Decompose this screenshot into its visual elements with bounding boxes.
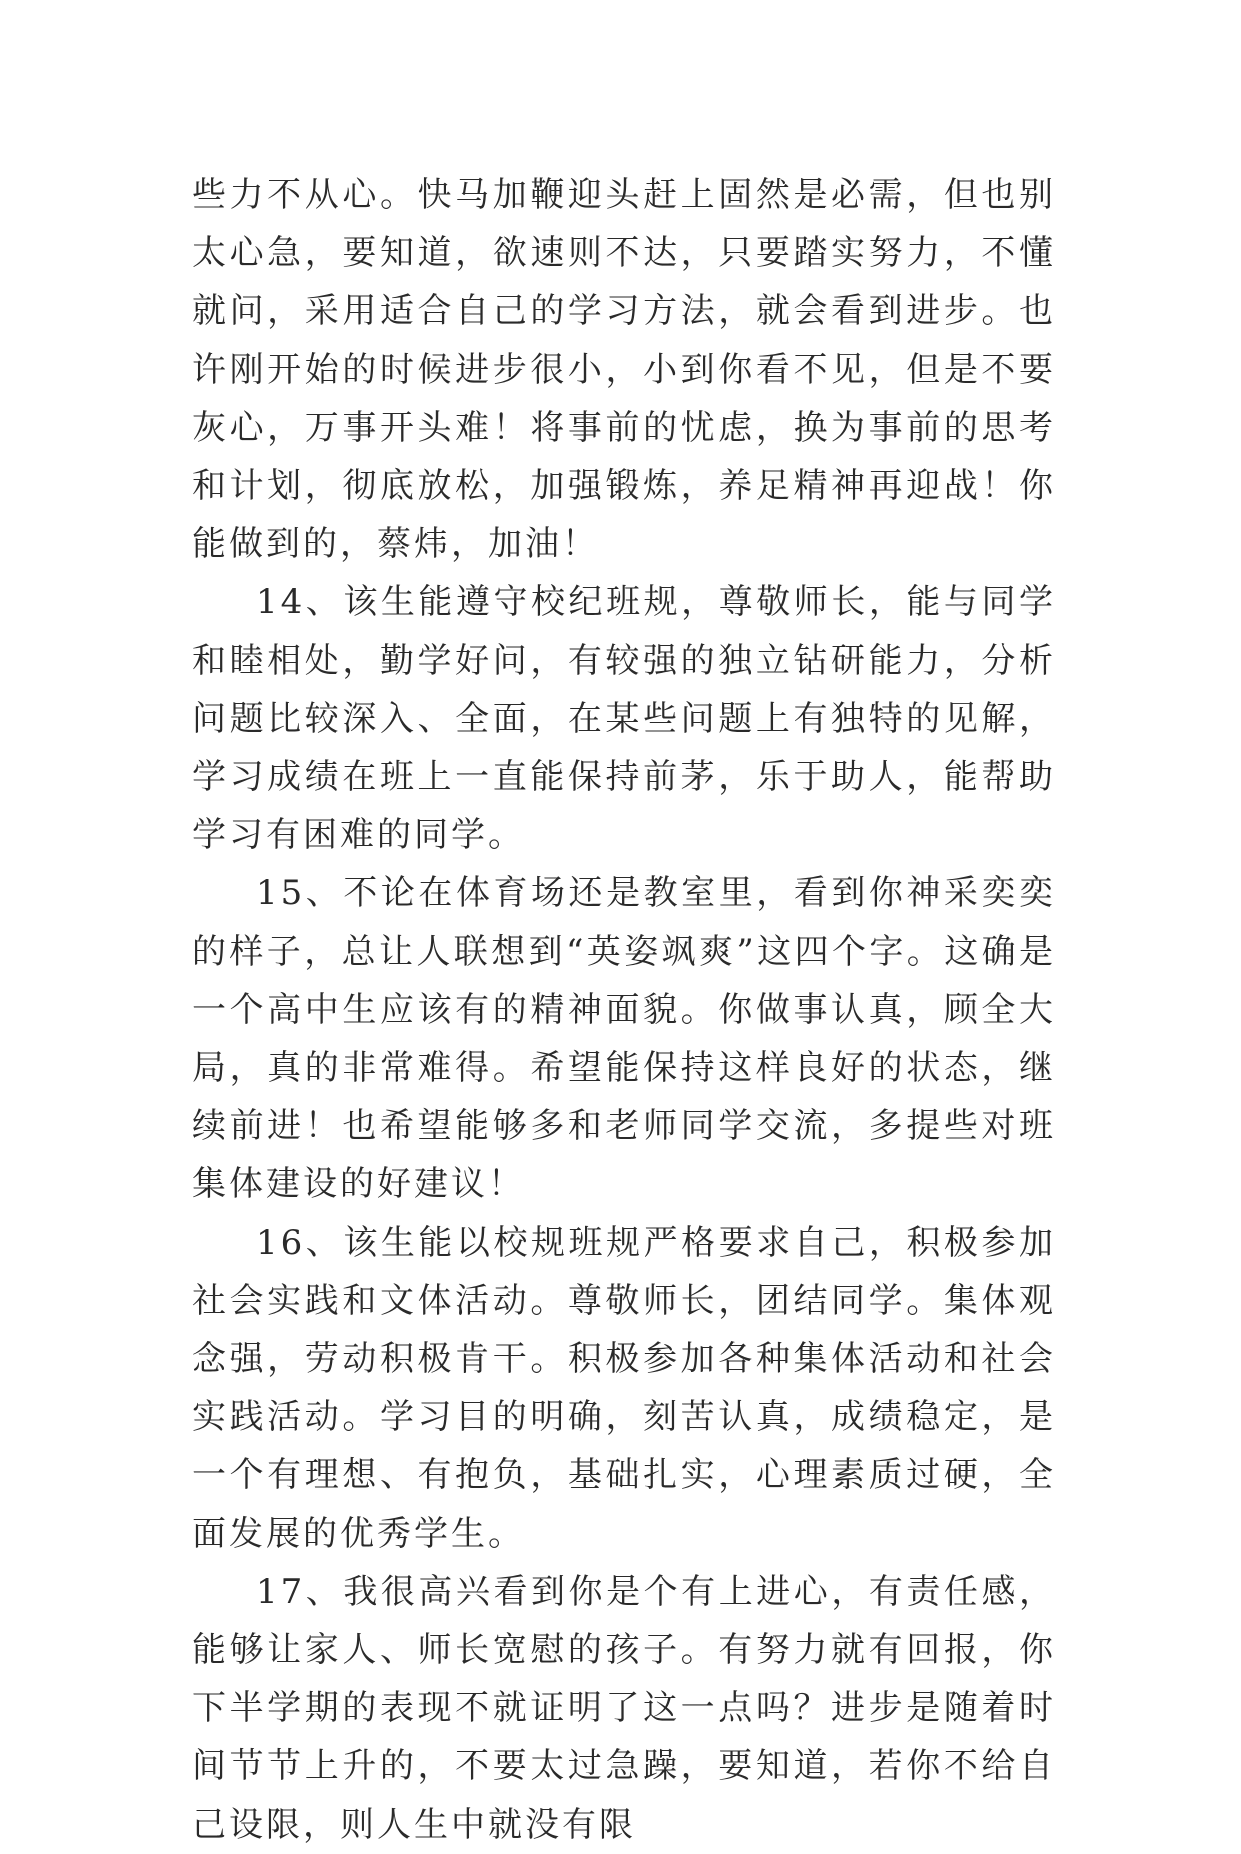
- paragraph-item-16: 16、该生能以校规班规严格要求自己，积极参加社会实践和文体活动。尊敬师长，团结同学。集体观念强，劳动积极肯干。积极参加各种集体活动和社会实践活动。学习目的明确，刻苦认真，成绩稳定，是一个有理想、有抱负，基础扎实，心理素质过硬，全面发展的优秀学生。: [192, 1222, 1056, 1554]
- paragraph-continuation: 些力不从心。快马加鞭迎头赶上固然是必需，但也别太心急，要知道，欲速则不达，只要踏实努力，不懂就问，采用适合自己的学习方法，就会看到进步。也许刚开始的时候进步很小，小到你看不见，但是不要灰心，万事开头难！将事前的忧虑，换为事前的思考和计划，彻底放松，加强锻炼，养足精神再迎战！你能做到的，蔡炜，加油！: [192, 175, 1056, 565]
- paragraph-item-15: 15、不论在体育场还是教室里，看到你神采奕奕的样子，总让人联想到“英姿飒爽”这四个字。这确是一个高中生应该有的精神面貌。你做事认真，顾全大局，真的非常难得。希望能保持这样良好的状态，继续前进！也希望能够多和老师同学交流，多提些对班集体建设的好建议！: [192, 873, 1056, 1205]
- paragraph-item-14: 14、该生能遵守校纪班规，尊敬师长，能与同学和睦相处，勤学好问，有较强的独立钻研能力，分析问题比较深入、全面，在某些问题上有独特的见解，学习成绩在班上一直能保持前茅，乐于助人，能帮助学习有困难的同学。: [192, 582, 1056, 856]
- paragraph-item-17: 17、我很高兴看到你是个有上进心，有责任感，能够让家人、师长宽慰的孩子。有努力就有回报，你下半学期的表现不就证明了这一点吗？进步是随着时间节节上升的，不要太过急躁，要知道，若你不给自己设限，则人生中就没有限: [192, 1571, 1056, 1845]
- document-body: [192, 166, 1056, 1854]
